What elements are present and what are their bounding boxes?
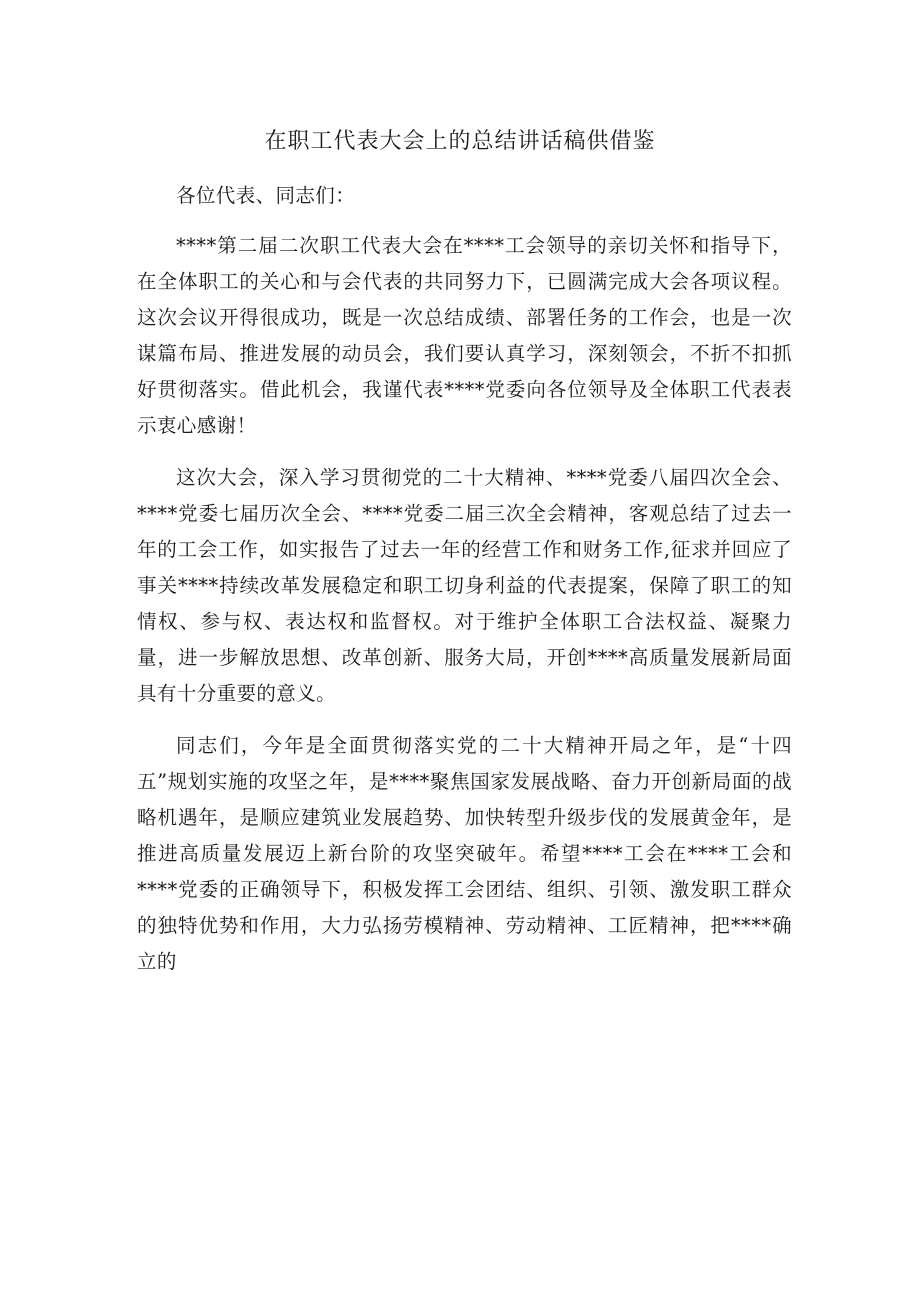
paragraph-1: ****第二届二次职工代表大会在****工会领导的亲切关怀和指导下，在全体职工的关心和与会代表的共同努力下，已圆满完成大会各项议程。这次会议开得很成功，既是一次总结成绩、部署任务的工作会，也是一次谋篇布局、推进发展的动员会，我们要认真学习，深刻领会，不折不扣抓好贯彻落实。借此机会，我谨代表****党委向各位领导及全体职工代表表示衷心感谢！ <box>137 234 792 437</box>
paragraph-3: 同志们，今年是全面贯彻落实党的二十大精神开局之年，是“十四五”规划实施的攻坚之年，是****聚焦国家发展战略、奋力开创新局面的战略机遇年，是顺应建筑业发展趋势、加快转型升级步伐的发展黄金年，是推进高质量发展迈上新台阶的攻坚突破年。希望****工会在****工会和****党委的正确领导下，积极发挥工会团结、组织、引领、激发职工群众的独特优势和作用，大力弘扬劳模精神、劳动精神、工匠精神，把****确立的 <box>137 734 792 973</box>
salutation: 各位代表、同志们： <box>176 184 356 207</box>
document-title: 在职工代表大会上的总结讲话稿供借鉴 <box>264 129 656 154</box>
paragraph-2: 这次大会，深入学习贯彻党的二十大精神、****党委八届四次全会、****党委七届历次全会、****党委二届三次全会精神，客观总结了过去一年的工会工作，如实报告了过去一年的经营工作和财务工作,征求并回应了事关****持续改革发展稳定和职工切身利益的代表提案，保障了职工的知情权、参与权、表达权和监督权。对于维护全体职工合法权益、凝聚力量，进一步解放思想、改革创新、服务大局，开创****高质量发展新局面具有十分重要的意义。 <box>137 466 792 705</box>
document-body <box>137 178 792 996</box>
